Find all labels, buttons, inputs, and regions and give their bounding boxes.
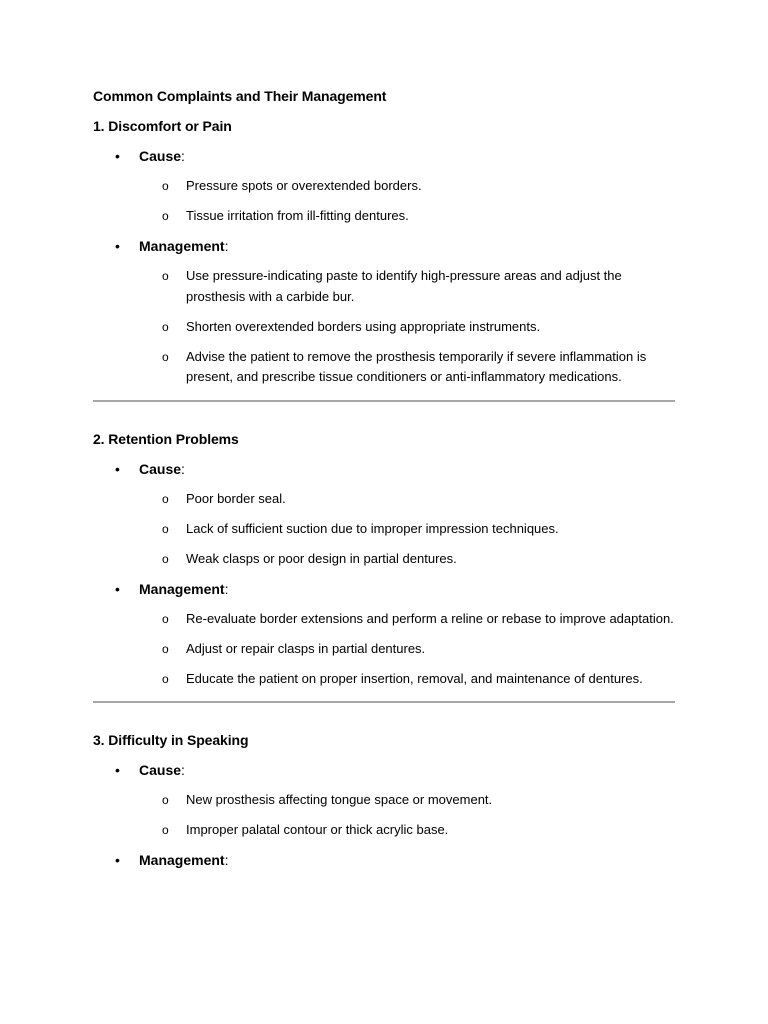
bullet-circle-icon: o: [162, 671, 169, 686]
bullet-circle-icon: o: [162, 319, 169, 334]
bullet-circle-icon: o: [162, 641, 169, 656]
list-item: [93, 790, 675, 811]
management-label: Management: [139, 238, 225, 254]
horizontal-divider: [93, 400, 675, 402]
bullet-circle-icon: o: [162, 491, 169, 506]
cause-label: Cause: [139, 148, 182, 164]
cause-label: Cause: [139, 762, 182, 778]
list-item-text: Weak clasps or poor design in partial dentures.: [186, 550, 457, 566]
list-item-text: Educate the patient on proper insertion, removal, and maintenance of dentures.: [186, 670, 643, 686]
bullet-circle-icon: o: [162, 349, 169, 364]
bullet-dot-icon: •: [115, 580, 120, 597]
list-item: [93, 489, 675, 510]
horizontal-divider: [93, 701, 675, 703]
list-item-text: Poor border seal.: [186, 490, 286, 506]
bullet-circle-icon: o: [162, 611, 169, 626]
bullet-circle-icon: o: [162, 179, 169, 193]
list-item: [93, 609, 675, 630]
section-heading-speaking: 3. Difficulty in Speaking: [93, 732, 249, 748]
list-item: [93, 549, 675, 570]
cause-bullet: • Cause:: [115, 148, 185, 164]
cause-bullet: • Cause:: [115, 762, 185, 778]
list-item: [93, 519, 675, 540]
cause-label: Cause: [139, 460, 182, 477]
management-bullet: • Management:: [115, 580, 229, 597]
list-item: [93, 206, 675, 227]
list-item-text: Tissue irritation from ill-fitting dentures.: [186, 208, 409, 223]
list-item: [93, 266, 675, 307]
list-item: [93, 639, 675, 660]
document-title: Common Complaints and Their Management: [93, 88, 387, 104]
list-item-text: Use pressure-indicating paste to identify high-pressure areas and adjust the prosthesis with a carbide bur.: [186, 268, 622, 304]
list-item-text: Pressure spots or overextended borders.: [186, 178, 422, 193]
list-item-text: New prosthesis affecting tongue space or movement.: [186, 792, 493, 807]
bullet-circle-icon: o: [162, 269, 169, 283]
list-item-text: Lack of sufficient suction due to improper impression techniques.: [186, 520, 559, 536]
management-bullet: • Management:: [115, 852, 229, 868]
bullet-dot-icon: •: [115, 238, 120, 254]
bullet-circle-icon: o: [162, 209, 169, 223]
document-page: [93, 86, 675, 880]
list-item: [93, 820, 675, 841]
section-heading-retention: 2. Retention Problems: [93, 430, 239, 447]
bullet-dot-icon: •: [115, 762, 120, 778]
list-item-text: Advise the patient to remove the prosthesis temporarily if severe inflammation is present, and prescribe tissue conditioners or anti-inflammatory medications.: [186, 348, 647, 384]
bullet-dot-icon: •: [115, 148, 120, 164]
bullet-circle-icon: o: [162, 521, 169, 536]
list-item: [93, 176, 675, 197]
bullet-dot-icon: •: [115, 460, 120, 477]
bullet-circle-icon: o: [162, 793, 169, 807]
bullet-circle-icon: o: [162, 823, 169, 837]
list-item-text: Shorten overextended borders using appropriate instruments.: [186, 318, 541, 334]
bullet-circle-icon: o: [162, 551, 169, 566]
list-item: [93, 317, 675, 338]
management-label: Management: [139, 852, 225, 868]
list-item-text: Adjust or repair clasps in partial dentures.: [186, 640, 426, 656]
management-bullet: • Management:: [115, 238, 229, 254]
list-item: [93, 669, 675, 690]
list-item-text: Improper palatal contour or thick acrylic base.: [186, 822, 449, 837]
list-item: [93, 347, 675, 388]
bullet-dot-icon: •: [115, 852, 120, 868]
section-heading-discomfort: 1. Discomfort or Pain: [93, 118, 232, 134]
cause-bullet: • Cause:: [115, 460, 185, 477]
list-item-text: Re-evaluate border extensions and perform a reline or rebase to improve adaptation.: [186, 610, 674, 626]
management-label: Management: [139, 580, 225, 597]
